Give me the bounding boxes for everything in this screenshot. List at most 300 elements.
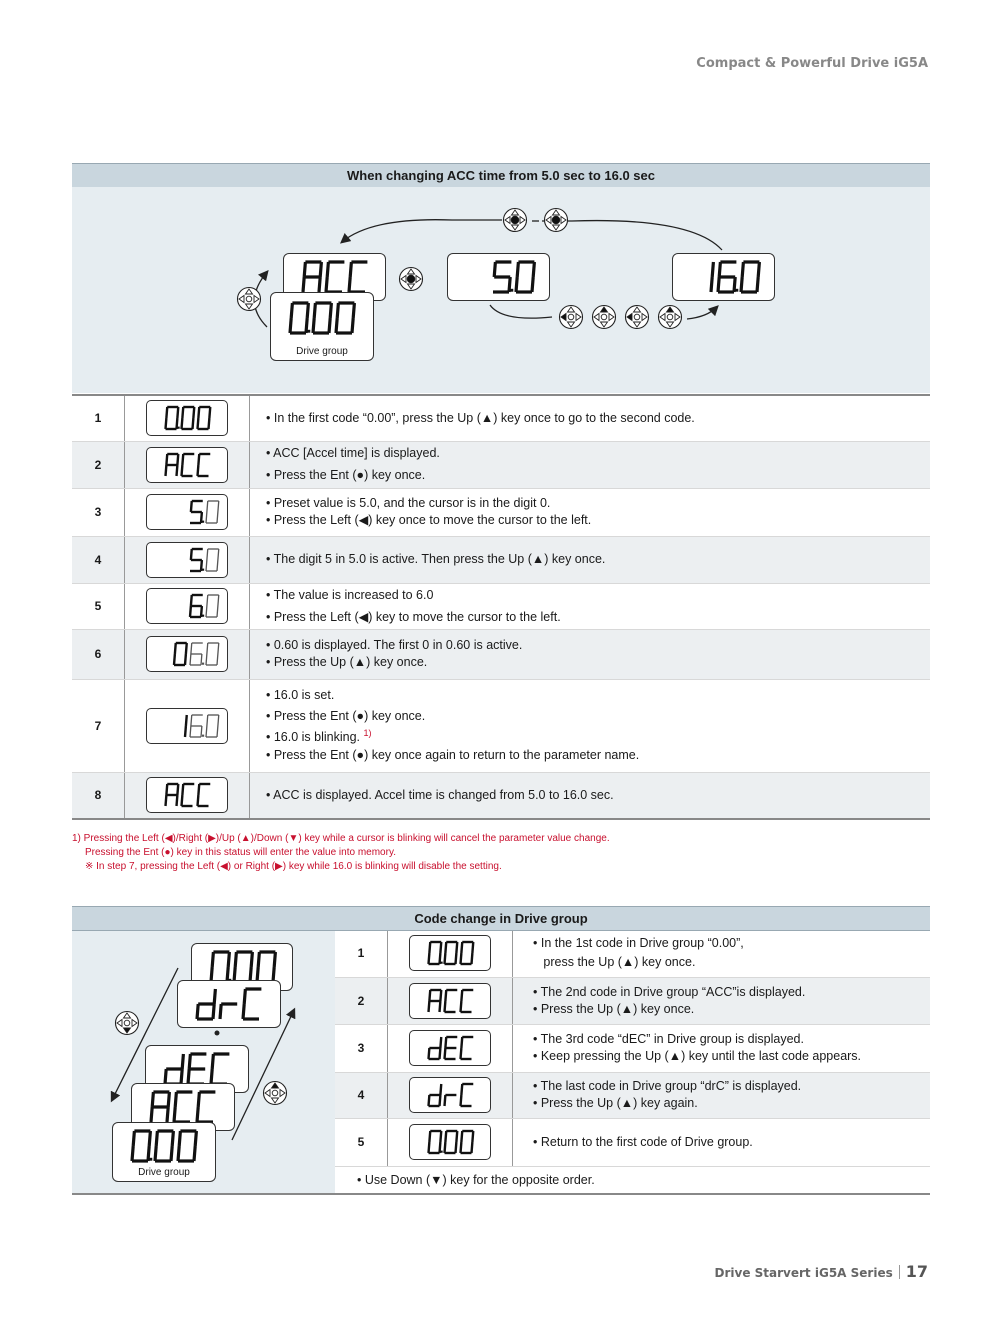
table-row xyxy=(72,679,930,772)
segment xyxy=(509,277,510,292)
keypad-ent xyxy=(634,314,640,320)
segment xyxy=(172,1131,173,1146)
segment xyxy=(198,465,199,476)
segment xyxy=(429,953,430,964)
divider xyxy=(72,930,930,931)
step-text-with-note xyxy=(266,725,930,746)
segment xyxy=(461,1095,462,1106)
step-note: • Use Down (▼) key for the opposite order. xyxy=(335,1166,930,1194)
segment xyxy=(235,952,236,967)
segment xyxy=(193,418,194,429)
segment xyxy=(251,952,252,967)
segment xyxy=(177,795,178,806)
segment xyxy=(182,454,183,465)
step-text: • Press the Ent (●) key once. xyxy=(266,468,426,482)
step-text: • The value is increased to 6.0 xyxy=(266,587,434,602)
lcd-caption: Drive group xyxy=(138,1167,190,1178)
segment xyxy=(206,654,207,665)
segment xyxy=(195,1131,196,1146)
segment xyxy=(741,277,742,292)
keypad-ent xyxy=(246,296,252,302)
step-display xyxy=(146,542,228,578)
segment xyxy=(198,418,199,429)
step-number: 3 xyxy=(335,1024,388,1072)
segment xyxy=(304,262,305,277)
step-display xyxy=(409,1124,491,1160)
table-row xyxy=(335,1166,930,1194)
segment xyxy=(148,1146,149,1161)
step-display xyxy=(146,708,228,744)
step-display xyxy=(146,494,228,530)
segment xyxy=(218,549,219,560)
decimal-point xyxy=(510,289,513,292)
segment xyxy=(190,606,191,617)
table-row xyxy=(72,536,930,583)
segment xyxy=(217,726,218,737)
segment xyxy=(201,560,202,571)
segment xyxy=(320,262,321,277)
step-number: 5 xyxy=(335,1118,388,1166)
segment xyxy=(711,277,712,292)
segment xyxy=(185,726,186,737)
segment xyxy=(472,1131,473,1142)
segment xyxy=(209,418,210,429)
decimal-point xyxy=(178,427,180,429)
segment xyxy=(217,606,218,617)
segment xyxy=(532,277,533,292)
segment xyxy=(349,277,350,292)
table-row xyxy=(335,930,930,977)
decimal-point xyxy=(202,663,204,665)
segment xyxy=(177,454,178,465)
table-row xyxy=(335,1118,930,1166)
step-number: 1 xyxy=(335,930,388,977)
segment xyxy=(201,512,202,523)
segment xyxy=(350,262,351,277)
segment xyxy=(182,418,183,429)
keypad-left-icon xyxy=(624,304,650,330)
steps-table-1 xyxy=(72,394,930,820)
step-text: • Press the Left (◀) key to move the cursor to the left. xyxy=(266,609,561,624)
keypad-up-icon xyxy=(657,304,683,330)
segment xyxy=(207,501,208,512)
step-text: • In the first code “0.00”, press the Up (▲) key once to go to the second code. xyxy=(266,410,695,425)
segment xyxy=(194,1146,195,1161)
keypad-ent xyxy=(124,1020,130,1026)
step-text: • The 3rd code “dEC” in Drive group is displayed. xyxy=(533,1032,804,1046)
segment xyxy=(429,1095,430,1106)
segment xyxy=(133,1131,134,1146)
step-text: • Return to the first code of Drive group. xyxy=(533,1134,753,1149)
segment xyxy=(191,643,192,654)
segment xyxy=(209,407,210,418)
segment xyxy=(177,407,178,418)
segment xyxy=(217,512,218,523)
step-number: 3 xyxy=(72,488,125,536)
segment xyxy=(353,303,354,318)
decimal-point xyxy=(441,962,443,964)
segment xyxy=(461,953,462,964)
segment xyxy=(207,715,208,726)
segment xyxy=(734,277,735,292)
keypad-up-icon xyxy=(262,1080,288,1106)
segment xyxy=(742,262,743,277)
decimal-point xyxy=(202,734,204,736)
step-text: • ACC is displayed. Accel time is changed from 5.0 to 16.0 sec. xyxy=(266,787,614,802)
segment xyxy=(291,303,292,318)
segment xyxy=(429,1142,430,1153)
segment xyxy=(198,407,199,418)
segment xyxy=(149,1131,150,1146)
segment xyxy=(198,784,199,795)
segment xyxy=(166,465,167,476)
segment xyxy=(456,953,457,964)
segment xyxy=(193,407,194,418)
segment xyxy=(190,654,191,665)
segment xyxy=(166,418,167,429)
step-text: • Press the Left (◀) key once to move the cursor to the left. xyxy=(266,513,592,527)
segment xyxy=(212,1054,213,1069)
segment xyxy=(198,454,199,465)
step-text: • 0.60 is displayed. The first 0 in 0.60 is active. xyxy=(266,638,523,652)
segment xyxy=(429,1131,430,1142)
steps-table-2 xyxy=(335,930,930,1195)
segment xyxy=(456,1142,457,1153)
segment xyxy=(314,303,315,318)
decimal-point xyxy=(441,1151,443,1153)
segment xyxy=(190,726,191,737)
step-display xyxy=(409,935,491,971)
step-text: • In the 1st code in Drive group “0.00”, xyxy=(533,936,744,951)
segment xyxy=(445,1131,446,1142)
segment xyxy=(179,1131,180,1146)
segment xyxy=(352,318,353,333)
step-number: 8 xyxy=(72,772,125,819)
segment xyxy=(181,1069,182,1084)
segment xyxy=(456,1131,457,1142)
segment xyxy=(175,1092,176,1107)
step-text: • Press the Up (▲) key again. xyxy=(533,1096,698,1110)
decimal-point xyxy=(202,568,204,570)
keypad-icon xyxy=(236,286,262,312)
segment xyxy=(206,726,207,737)
table-row xyxy=(72,488,930,536)
segment xyxy=(201,606,202,617)
segment xyxy=(517,262,518,277)
segment xyxy=(336,318,337,333)
segment xyxy=(429,1048,430,1059)
segment xyxy=(516,277,517,292)
segment xyxy=(445,942,446,953)
footnote-line: ※ In step 7, pressing the Left (◀) or Right (▶) key while 16.0 is blinking will disable the setting. xyxy=(85,861,502,872)
segment xyxy=(177,418,178,429)
step-number: 5 xyxy=(72,583,125,629)
segment xyxy=(274,952,275,967)
segment xyxy=(440,1131,441,1142)
step-number: 6 xyxy=(72,629,125,679)
step-text: press the Up (▲) key once. xyxy=(533,955,696,970)
segment xyxy=(440,990,441,1001)
lcd-caption: Drive group xyxy=(296,346,348,357)
segment xyxy=(207,549,208,560)
segment xyxy=(445,1037,446,1048)
keypad-ent xyxy=(511,216,519,224)
table-row xyxy=(335,977,930,1024)
segment xyxy=(307,303,308,318)
segment xyxy=(440,953,441,964)
segment xyxy=(472,1142,473,1153)
footer xyxy=(715,1262,928,1281)
segment xyxy=(456,942,457,953)
segment xyxy=(155,1146,156,1161)
segment xyxy=(243,1004,244,1019)
segment xyxy=(218,643,219,654)
segment xyxy=(533,262,534,277)
keypad-up-icon xyxy=(591,304,617,330)
step-text: • The 2nd code in Drive group “ACC”is displayed. xyxy=(533,984,806,999)
segment xyxy=(757,277,758,292)
segment xyxy=(440,942,441,953)
step-text: • ACC [Accel time] is displayed. xyxy=(266,446,440,460)
segment xyxy=(461,1048,462,1059)
segment xyxy=(217,560,218,571)
segment xyxy=(327,262,328,277)
segment xyxy=(191,715,192,726)
segment xyxy=(177,465,178,476)
segment xyxy=(191,595,192,606)
segment xyxy=(197,1004,198,1019)
table-row xyxy=(72,629,930,679)
segment xyxy=(461,1131,462,1142)
segment xyxy=(445,990,446,1001)
segment xyxy=(461,1037,462,1048)
segment xyxy=(445,1001,446,1012)
segment xyxy=(191,549,192,560)
step-display xyxy=(409,983,491,1019)
segment xyxy=(461,1084,462,1095)
segment xyxy=(218,501,219,512)
step-text: • Press the Ent (●) key once. xyxy=(266,709,426,724)
segment xyxy=(440,1084,441,1095)
segment xyxy=(429,942,430,953)
step-number: 1 xyxy=(72,395,125,441)
step-display xyxy=(146,636,228,672)
keypad-ent xyxy=(272,1090,278,1096)
step-display xyxy=(409,1077,491,1113)
segment xyxy=(228,952,229,967)
segment xyxy=(174,1107,175,1122)
keypad-ent xyxy=(601,314,607,320)
segment xyxy=(440,1037,441,1048)
segment xyxy=(258,952,259,967)
segment xyxy=(330,303,331,318)
step-text: • Press the Up (▲) key once. xyxy=(266,655,428,669)
table-row xyxy=(72,583,930,629)
keypad-ent-icon xyxy=(502,207,528,233)
segment xyxy=(178,1146,179,1161)
segment xyxy=(440,1142,441,1153)
segment xyxy=(168,1092,169,1107)
decimal-point xyxy=(307,330,310,333)
lcd-code-drc xyxy=(177,980,281,1028)
segment xyxy=(213,1004,214,1019)
segment xyxy=(201,726,202,737)
step-display xyxy=(146,777,228,813)
segment xyxy=(174,654,175,665)
footnote-marker: 1) xyxy=(363,728,372,739)
step-number: 2 xyxy=(335,977,388,1024)
segment xyxy=(217,654,218,665)
divider xyxy=(72,1193,335,1195)
footnote xyxy=(72,832,610,874)
segment xyxy=(244,989,245,1004)
segment xyxy=(156,1131,157,1146)
segment xyxy=(207,595,208,606)
header-title: Compact & Powerful Drive iG5A xyxy=(696,56,928,71)
step-text: • The digit 5 in 5.0 is active. Then press the Up (▲) key once. xyxy=(266,552,606,566)
segment xyxy=(152,1092,153,1107)
segment xyxy=(218,595,219,606)
step-text: • Keep pressing the Up (▲) key until the last code appears. xyxy=(533,1049,862,1063)
segment xyxy=(440,1001,441,1012)
step-display xyxy=(146,400,228,436)
keypad-ent xyxy=(667,314,673,320)
segment xyxy=(175,643,176,654)
step-number: 4 xyxy=(335,1072,388,1118)
segment xyxy=(326,277,327,292)
segment xyxy=(166,784,167,795)
step-text: • Press the Up (▲) key once. xyxy=(533,1001,695,1016)
decimal-point xyxy=(735,289,738,292)
keypad-ent xyxy=(568,314,574,320)
footnote-line: 1) Pressing the Left (◀)/Right (▶)/Up (▲)/Down (▼) key while a cursor is blinking will cancel the parameter value change. xyxy=(72,833,610,844)
segment xyxy=(189,1054,190,1069)
segment xyxy=(206,606,207,617)
step-number: 7 xyxy=(72,679,125,772)
segment xyxy=(206,512,207,523)
segment xyxy=(182,465,183,476)
step-display xyxy=(146,447,228,483)
keypad-ent xyxy=(407,275,415,283)
step-text: • Preset value is 5.0, and the cursor is in the digit 0. xyxy=(266,496,551,510)
decimal-point xyxy=(149,1158,152,1161)
segment xyxy=(171,1146,172,1161)
keypad-left-icon xyxy=(558,304,584,330)
segment xyxy=(440,1048,441,1059)
segment xyxy=(185,654,186,665)
table-row xyxy=(335,1072,930,1118)
segment xyxy=(461,1001,462,1012)
table-row xyxy=(72,395,930,441)
segment xyxy=(166,795,167,806)
segment xyxy=(718,277,719,292)
segment xyxy=(303,277,304,292)
footnote-line: Pressing the Ent (●) key in this status will enter the value into memory. xyxy=(85,847,396,858)
segment xyxy=(207,643,208,654)
segment xyxy=(329,318,330,333)
segment xyxy=(461,942,462,953)
step-display xyxy=(146,588,228,624)
segment xyxy=(461,990,462,1001)
segment xyxy=(337,303,338,318)
segment xyxy=(177,784,178,795)
segment xyxy=(712,262,713,277)
step-display xyxy=(409,1030,491,1066)
segment xyxy=(472,953,473,964)
segment xyxy=(132,1146,133,1161)
lcd-preset xyxy=(447,253,550,301)
segment xyxy=(182,784,183,795)
lcd-drive-group xyxy=(270,292,374,361)
segment xyxy=(201,654,202,665)
segment xyxy=(214,989,215,1004)
table-row xyxy=(335,1024,930,1072)
segment xyxy=(188,1069,189,1084)
segment xyxy=(191,501,192,512)
footer-series: Drive Starvert iG5A Series xyxy=(714,1266,893,1280)
table-row xyxy=(72,441,930,488)
segment xyxy=(186,643,187,654)
keypad-ent-icon xyxy=(398,266,424,292)
decimal-point xyxy=(202,521,204,523)
segment xyxy=(167,1107,168,1122)
segment xyxy=(182,1054,183,1069)
segment xyxy=(461,1142,462,1153)
step-text: • The last code in Drive group “drC” is displayed. xyxy=(533,1079,802,1093)
segment xyxy=(306,318,307,333)
segment xyxy=(290,318,291,333)
segment xyxy=(719,262,720,277)
segment xyxy=(211,1069,212,1084)
keypad-ent xyxy=(552,216,560,224)
segment xyxy=(165,1069,166,1084)
segment xyxy=(182,407,183,418)
segment xyxy=(472,942,473,953)
section2-title: Code change in Drive group xyxy=(72,906,930,931)
segment xyxy=(440,1095,441,1106)
segment xyxy=(429,990,430,1001)
segment xyxy=(319,277,320,292)
segment xyxy=(445,1048,446,1059)
page-number: 17 xyxy=(905,1262,928,1281)
segment xyxy=(445,953,446,964)
keypad-ent-icon xyxy=(543,207,569,233)
keypad-down-icon xyxy=(114,1010,140,1036)
segment xyxy=(197,1107,198,1122)
segment xyxy=(220,1004,221,1019)
step-text: • Press the Ent (●) key once again to return to the parameter name. xyxy=(266,747,640,762)
segment xyxy=(445,1142,446,1153)
segment xyxy=(494,262,495,277)
segment xyxy=(166,454,167,465)
segment xyxy=(429,1001,430,1012)
segment xyxy=(206,560,207,571)
segment xyxy=(212,952,213,967)
segment xyxy=(218,715,219,726)
step-text: • 16.0 is blinking. xyxy=(266,730,361,745)
segment xyxy=(313,318,314,333)
step-number: 4 xyxy=(72,536,125,583)
table-row xyxy=(72,772,930,819)
segment xyxy=(758,262,759,277)
lcd-code-drive-group xyxy=(112,1122,216,1182)
segment xyxy=(151,1107,152,1122)
segment xyxy=(198,795,199,806)
segment xyxy=(186,715,187,726)
segment xyxy=(166,407,167,418)
lcd-result xyxy=(672,253,775,301)
step-text: • 16.0 is set. xyxy=(266,688,335,703)
